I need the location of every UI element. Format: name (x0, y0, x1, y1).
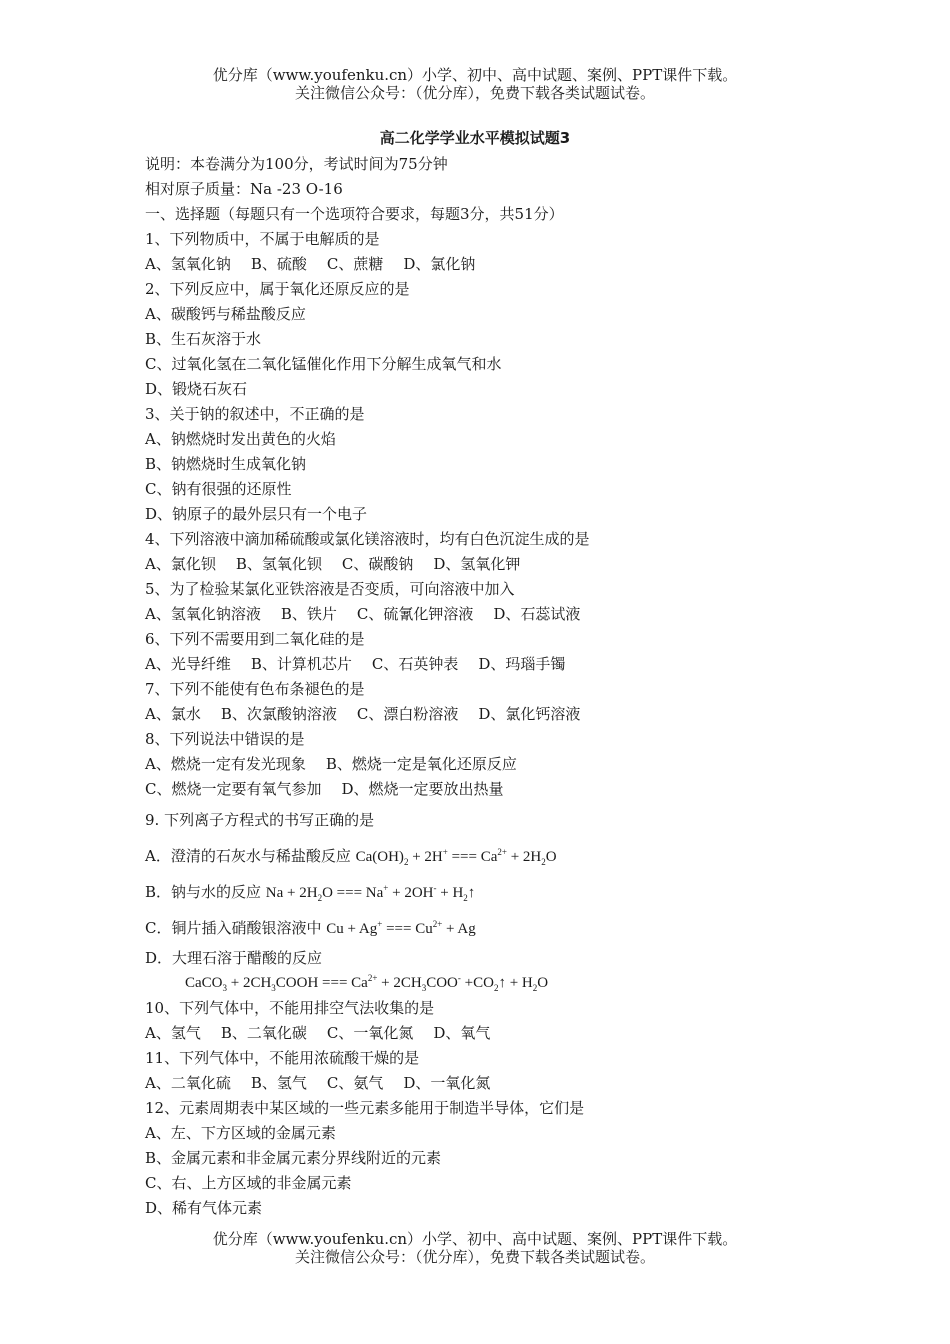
option: D、氢氧化钾 (433, 555, 521, 573)
question-stem: 2、下列反应中，属于氧化还原反应的是 (145, 280, 410, 298)
header-line-1: 优分库（www.youfenku.cn）小学、初中、高中试题、案例、PPT课件下载。 (212, 66, 738, 84)
option: C、一氧化氮 (326, 1024, 414, 1042)
header-line-2: 关注微信公众号：（优分库），免费下载各类试题试卷。 (294, 84, 655, 102)
options-row (145, 552, 845, 577)
option: C、过氧化氢在二氧化锰催化作用下分解生成氧气和水 (145, 355, 502, 373)
question-stem: 5、为了检验某氯化亚铁溶液是否变质，可向溶液中加入 (145, 580, 515, 598)
option: D、稀有气体元素 (145, 1199, 263, 1217)
option: B、燃烧一定是氧化还原反应 (325, 755, 517, 773)
option: C、蔗糖 (326, 255, 384, 273)
options-row (145, 702, 845, 727)
option: C、氨气 (326, 1074, 384, 1092)
option: A、钠燃烧时发出黄色的火焰 (145, 430, 336, 448)
footer-line-1: 优分库（www.youfenku.cn）小学、初中、高中试题、案例、PPT课件下载。 (212, 1230, 738, 1248)
exam-body (145, 152, 845, 1221)
page-title: 高二化学学业水平模拟试题3 (379, 129, 571, 147)
option: C、漂白粉溶液 (356, 705, 459, 723)
equation: Cu + Ag+ === $Cu^{2+} + Ag$ (326, 919, 476, 937)
question-stem: 12、元素周期表中某区域的一些元素多能用于制造半导体，它们是 (145, 1099, 585, 1117)
question-stem: 9. 下列离子方程式的书写正确的是 (145, 811, 375, 829)
option: B、二氧化碳 (220, 1024, 307, 1042)
option: D、玛瑙手镯 (478, 655, 566, 673)
footer-line-2: 关注微信公众号：（优分库），免费下载各类试题试卷。 (294, 1248, 655, 1266)
option: B、计算机芯片 (250, 655, 352, 673)
option: A、氢氧化钠 (145, 255, 231, 273)
option: D．大理石溶于醋酸的反应 (145, 949, 323, 967)
page-header (0, 66, 950, 102)
option: B、氢气 (250, 1074, 307, 1092)
equation: $Na + 2H_2O$ === $Na^+ + 2OH^- + H_2↑$ (265, 883, 476, 903)
option: D、氯化钙溶液 (478, 705, 581, 723)
option: B、硫酸 (250, 255, 307, 273)
options-row (145, 252, 845, 277)
options-row (145, 752, 845, 777)
option: A、氢氧化钠溶液 (145, 605, 261, 623)
option: C、碳酸钠 (341, 555, 414, 573)
option: A、光导纤维 (145, 655, 231, 673)
option: D、燃烧一定要放出热量 (341, 780, 504, 798)
options-row (145, 777, 845, 802)
option-label: A．澄清的石灰水与稀盐酸反应 (145, 847, 356, 865)
option: B、金属元素和非金属元素分界线附近的元素 (145, 1149, 442, 1167)
question-stem: 10、下列气体中，不能用排空气法收集的是 (145, 999, 435, 1017)
section-heading: 一、选择题（每题只有一个选项符合要求，每题3分，共51分） (145, 205, 564, 223)
option: D、石蕊试液 (493, 605, 581, 623)
option: A、氢气 (145, 1024, 201, 1042)
option-equation (145, 910, 845, 946)
exam-note: 说明：本卷满分为100分，考试时间为75分钟 (145, 155, 448, 173)
question-stem: 8、下列说法中错误的是 (145, 730, 305, 748)
options-row (145, 602, 845, 627)
option: A、左、下方区域的金属元素 (145, 1124, 336, 1142)
option-equation (145, 874, 845, 910)
option: A、氯水 (145, 705, 201, 723)
option: D、氧气 (433, 1024, 491, 1042)
question-stem: 6、下列不需要用到二氧化硅的是 (145, 630, 365, 648)
option: B、钠燃烧时生成氧化钠 (145, 455, 307, 473)
question-stem: 7、下列不能使有色布条褪色的是 (145, 680, 365, 698)
option-label: B．钠与水的反应 (145, 883, 266, 901)
option: C、石英钟表 (371, 655, 459, 673)
option: D、氯化钠 (403, 255, 476, 273)
page-footer (0, 1230, 950, 1266)
option: C、钠有很强的还原性 (145, 480, 292, 498)
option: B、次氯酸钠溶液 (220, 705, 337, 723)
option: C、右、上方区域的非金属元素 (145, 1174, 352, 1192)
option-label: C．铜片插入硝酸银溶液中 (145, 919, 327, 937)
atomic-mass-line: 相对原子质量：Na -23 O-16 (145, 180, 343, 198)
option-equation (145, 838, 845, 874)
option: C、硫氰化钾溶液 (356, 605, 474, 623)
option: A、碳酸钙与稀盐酸反应 (145, 305, 306, 323)
option: B、生石灰溶于水 (145, 330, 262, 348)
option: B、氢氧化钡 (235, 555, 322, 573)
options-row (145, 1071, 845, 1096)
option: A、氯化钡 (145, 555, 216, 573)
options-row (145, 1021, 845, 1046)
question-stem: 11、下列气体中，不能用浓硫酸干燥的是 (145, 1049, 420, 1067)
question-stem: 4、下列溶液中滴加稀硫酸或氯化镁溶液时，均有白色沉淀生成的是 (145, 530, 590, 548)
options-row (145, 652, 845, 677)
option: D、钠原子的最外层只有一个电子 (145, 505, 368, 523)
question-stem: 1、下列物质中，不属于电解质的是 (145, 230, 380, 248)
option: A、二氧化硫 (145, 1074, 231, 1092)
equation: $Ca(OH)_2 + 2H^+$ === $Ca^{2+} + 2H_2O$ (355, 847, 557, 867)
option: B、铁片 (280, 605, 337, 623)
option: A、燃烧一定有发光现象 (145, 755, 306, 773)
question-stem: 3、关于钠的叙述中，不正确的是 (145, 405, 365, 423)
option: D、锻烧石灰石 (145, 380, 248, 398)
option: D、一氧化氮 (403, 1074, 491, 1092)
option: C、燃烧一定要有氧气参加 (145, 780, 322, 798)
equation: CaCO$_3$ + $2CH_3COOH$ === $Ca^{2+} + 2CH_3COO^-$ $+CO_2↑ + H_2O$ (185, 973, 549, 993)
